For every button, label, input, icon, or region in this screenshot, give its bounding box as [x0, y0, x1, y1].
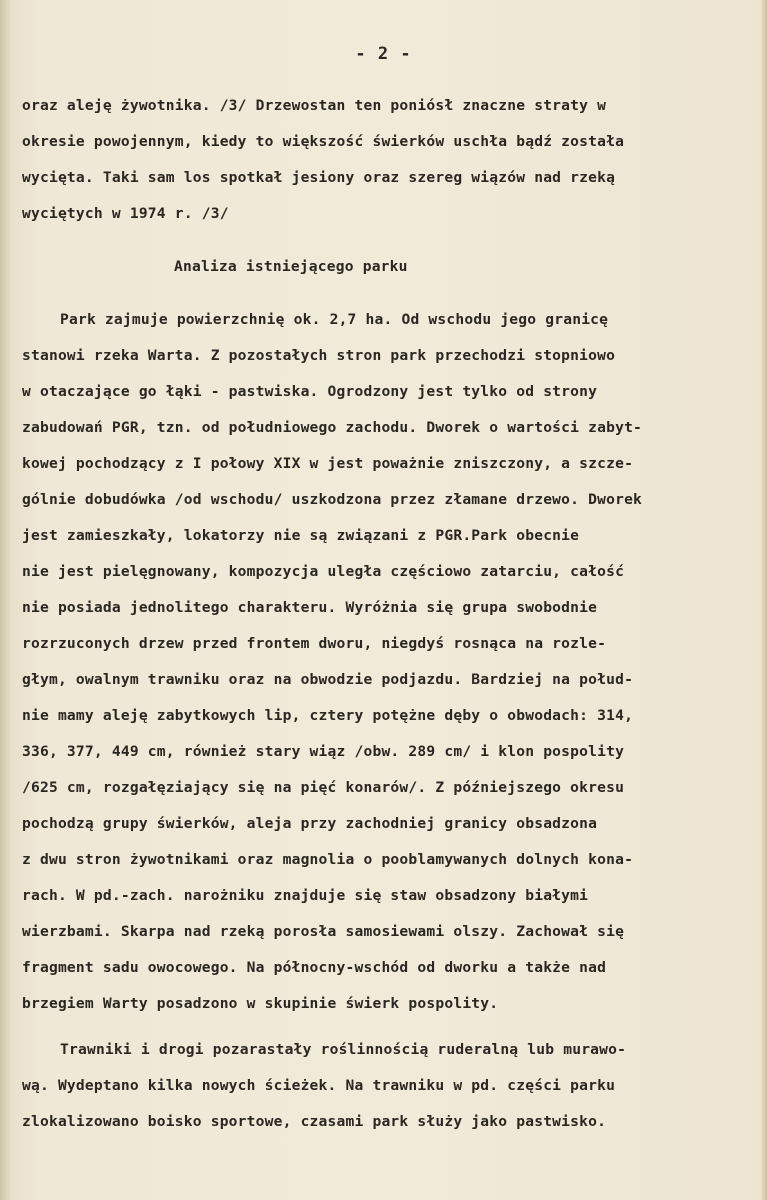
page-edge-left: [0, 0, 10, 1200]
text-line: nie mamy aleję zabytkowych lip, cztery potężne dęby o obwodach: 314,: [22, 707, 634, 724]
text-line: fragment sadu owocowego. Na północny-wschód od dworku a także nad: [22, 959, 607, 976]
text-line: wierzbami. Skarpa nad rzeką porosła samosiewami olszy. Zachował się: [22, 923, 625, 940]
text-line: wą. Wydeptano kilka nowych ścieżek. Na trawniku w pd. części parku: [22, 1077, 616, 1094]
text-line: zlokalizowano boisko sportowe, czasami park służy jako pastwisko.: [22, 1113, 607, 1130]
text-line: wycięta. Taki sam los spotkał jesiony oraz szereg wiązów nad rzeką: [22, 169, 616, 186]
text-line: w otaczające go łąki - pastwiska. Ogrodzony jest tylko od strony: [22, 383, 598, 400]
page-number: - 2 -: [355, 44, 412, 64]
text-line: Park zajmuje powierzchnię ok. 2,7 ha. Od wschodu jego granicę: [60, 311, 609, 328]
text-line: kowej pochodzący z I połowy XIX w jest poważnie zniszczony, a szcze-: [22, 455, 634, 472]
text-line: stanowi rzeka Warta. Z pozostałych stron park przechodzi stopniowo: [22, 347, 616, 364]
text-line: oraz aleję żywotnika. /3/ Drzewostan ten poniósł znaczne straty w: [22, 97, 607, 114]
text-line: gólnie dobudówka /od wschodu/ uszkodzona przez złamane drzewo. Dworek: [22, 491, 643, 508]
text-line: rozrzuconych drzew przed frontem dworu, niegdyś rosnąca na rozle-: [22, 635, 607, 652]
text-line: wyciętych w 1974 r. /3/: [22, 205, 229, 222]
section-heading: Analiza istniejącego parku: [174, 258, 408, 275]
text-line: Trawniki i drogi pozarastały roślinnością ruderalną lub murawo-: [60, 1041, 627, 1058]
text-line: 336, 377, 449 cm, również stary wiąz /obw. 289 cm/ i klon pospolity: [22, 743, 625, 760]
text-line: /625 cm, rozgałęziający się na pięć konarów/. Z późniejszego okresu: [22, 779, 625, 796]
text-line: pochodzą grupy świerków, aleja przy zachodniej granicy obsadzona: [22, 815, 598, 832]
page-edge-right: [761, 0, 767, 1200]
text-line: z dwu stron żywotnikami oraz magnolia o pooblamywanych dolnych kona-: [22, 851, 634, 868]
text-line: nie posiada jednolitego charakteru. Wyróżnia się grupa swobodnie: [22, 599, 598, 616]
text-line: zabudowań PGR, tzn. od południowego zachodu. Dworek o wartości zabyt-: [22, 419, 643, 436]
text-line: głym, owalnym trawniku oraz na obwodzie podjazdu. Bardziej na połud-: [22, 671, 634, 688]
text-line: jest zamieszkały, lokatorzy nie są związani z PGR.Park obecnie: [22, 527, 580, 544]
text-line: brzegiem Warty posadzono w skupinie świerk pospolity.: [22, 995, 499, 1012]
text-line: nie jest pielęgnowany, kompozycja uległa częściowo zatarciu, całość: [22, 563, 625, 580]
text-line: okresie powojennym, kiedy to większość świerków uschła bądź została: [22, 133, 625, 150]
text-line: rach. W pd.-zach. narożniku znajduje się staw obsadzony białymi: [22, 887, 589, 904]
